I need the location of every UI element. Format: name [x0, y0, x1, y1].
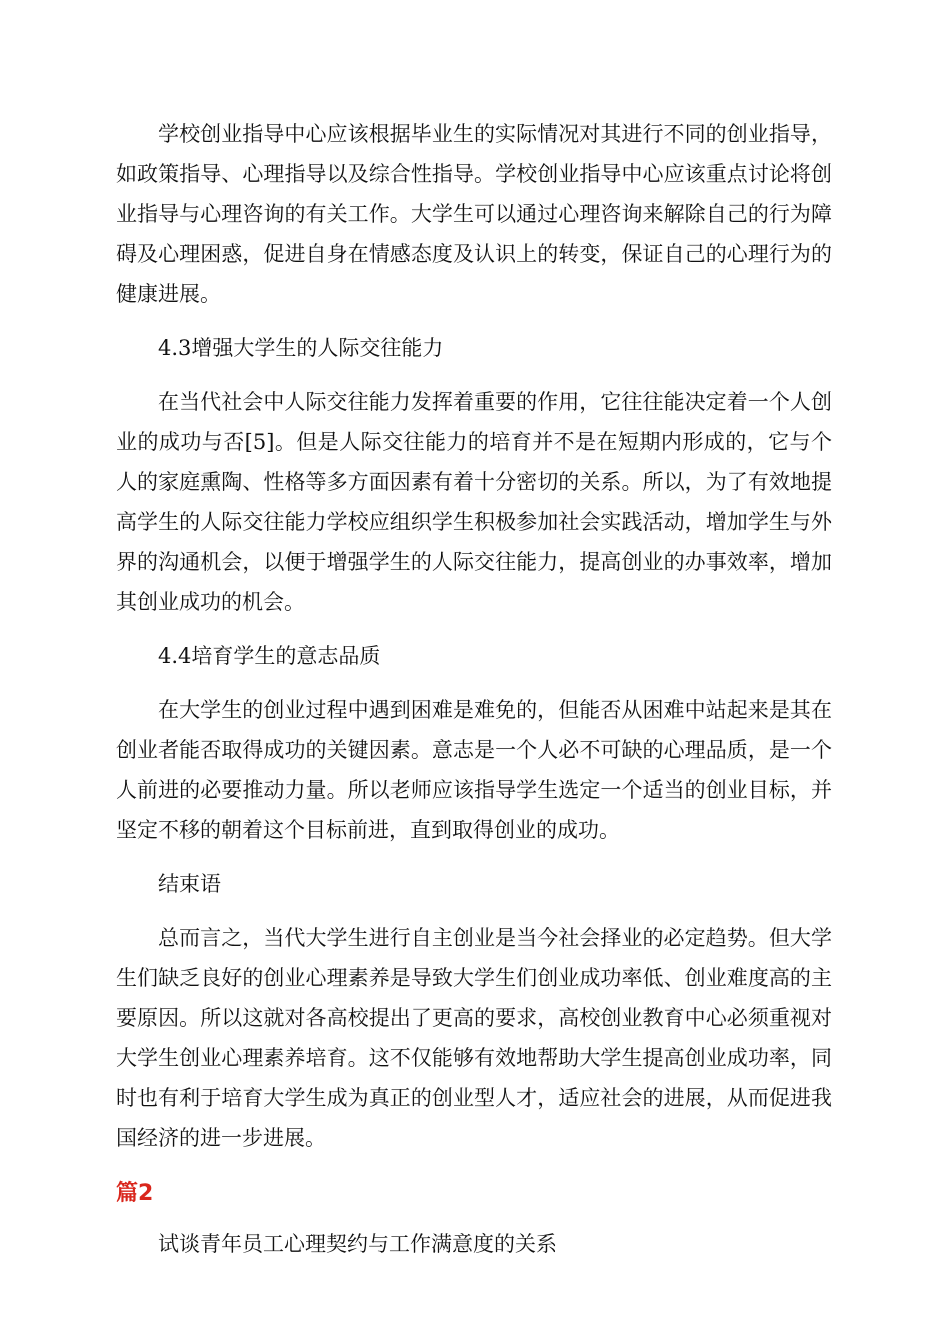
heading-4-4: 4.4培育学生的意志品质 [158, 644, 381, 668]
heading-conclusion: 结束语 [158, 872, 221, 896]
paragraph-conclusion: 总而言之，当代大学生进行自主创业是当今社会择业的必定趋势。但大学生们缺乏良好的创业心理素养是导致大学生们创业成功率低、创业难度高的主要原因。所以这就对各高校提出了更高的要求，高校创业教育中心必须重视对大学生创业心理素养培育。这不仅能够有效地帮助大学生提高创业成功率，同时也有利于培育大学生成为真正的创业型人才，适应社会的进展，从而促进我国经济的进一步进展。 [116, 926, 832, 1150]
paragraph-interpersonal: 在当代社会中人际交往能力发挥着重要的作用，它往往能决定着一个人创业的成功与否[5]。但是人际交往能力的培育并不是在短期内形成的，它与个人的家庭熏陶、性格等多方面因素有着十分密切的关系。所以，为了有效地提高学生的人际交往能力学校应组织学生积极参加社会实践活动，增加学生与外界的沟通机会，以便于增强学生的人际交往能力，提高创业的办事效率，增加其创业成功的机会。 [116, 390, 832, 614]
paragraph-guidance: 学校创业指导中心应该根据毕业生的实际情况对其进行不同的创业指导，如政策指导、心理指导以及综合性指导。学校创业指导中心应该重点讨论将创业指导与心理咨询的有关工作。大学生可以通过心理咨询来解除自己的行为障碍及心理困惑，促进自身在情感态度及认识上的转变，保证自己的心理行为的健康进展。 [116, 122, 832, 306]
paragraph-willpower: 在大学生的创业过程中遇到困难是难免的，但能否从困难中站起来是其在创业者能否取得成功的关键因素。意志是一个人必不可缺的心理品质，是一个人前进的必要推动力量。所以老师应该指导学生选定一个适当的创业目标，并坚定不移的朝着这个目标前进，直到取得创业的成功。 [116, 698, 832, 842]
document-page [116, 114, 832, 1278]
heading-4-3: 4.3增强大学生的人际交往能力 [158, 336, 444, 360]
section-mark: 篇2 [116, 1181, 154, 1206]
section-title: 试谈青年员工心理契约与工作满意度的关系 [158, 1232, 557, 1256]
